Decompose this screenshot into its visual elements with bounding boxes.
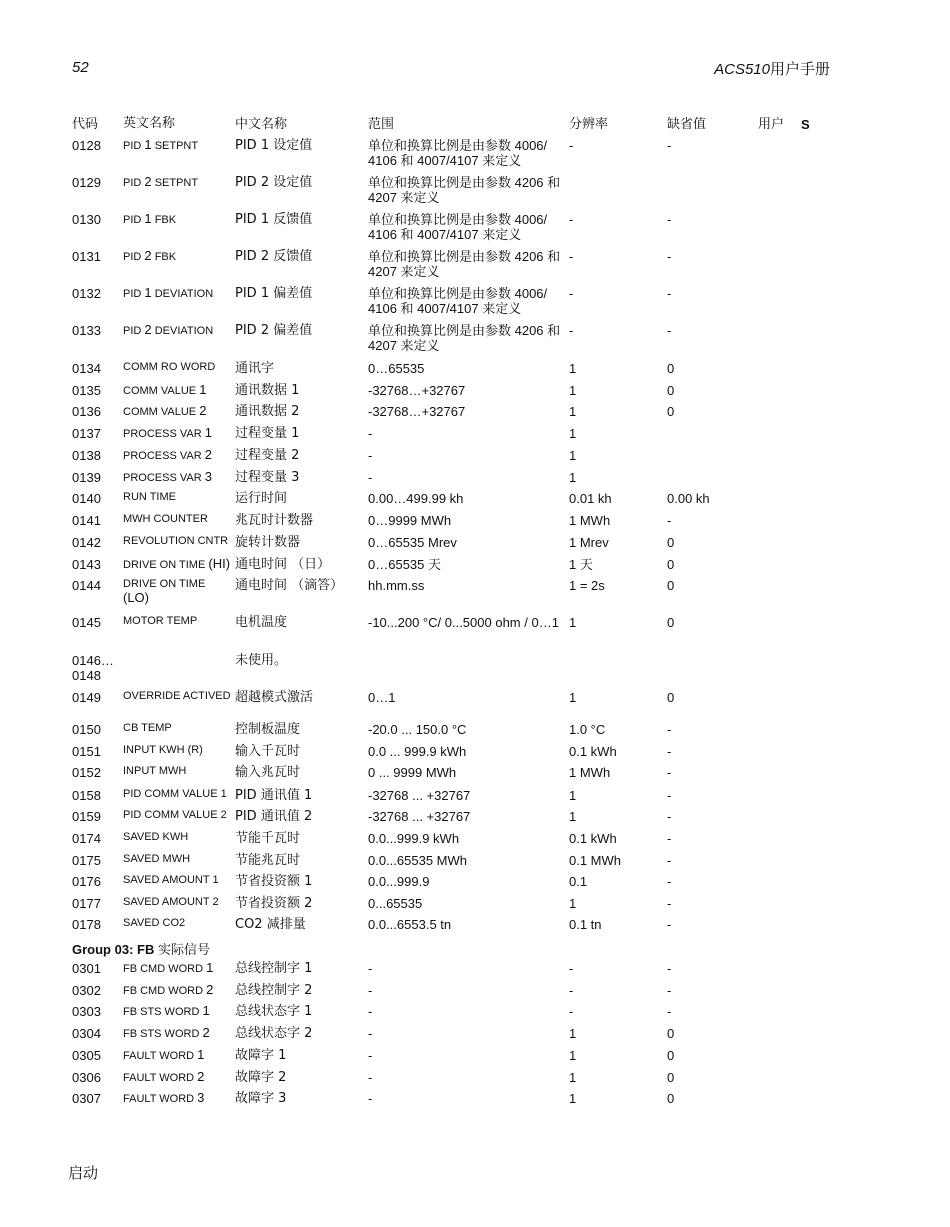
param-resolution: 0.1 <box>569 874 588 889</box>
param-en-text: FB CMD WORD <box>123 963 204 975</box>
param-en-name <box>123 249 233 264</box>
header-en-name: 英文名称 <box>123 116 176 131</box>
param-en-name <box>123 404 233 419</box>
param-code: 0134 <box>72 361 101 376</box>
param-default: 0 <box>667 1026 675 1041</box>
param-en-text: SAVED CO2 <box>123 917 186 929</box>
param-en-index: 1 <box>144 211 152 226</box>
param-cn-name: 输入兆瓦时 <box>235 765 301 780</box>
param-cn-name: PID 1 反馈值 <box>235 212 313 227</box>
param-resolution: 0.1 MWh <box>569 853 622 868</box>
header-cn-name: 中文名称 <box>235 117 288 132</box>
param-code: 0304 <box>72 1026 101 1041</box>
param-en-text: PID <box>123 325 142 337</box>
param-en-name <box>123 744 233 757</box>
param-en-name <box>123 961 233 976</box>
param-code: 0302 <box>72 983 101 998</box>
param-range: 单位和换算比例是由参数 4206 和 4207 来定义 <box>368 175 561 205</box>
param-range: -32768…+32767 <box>368 404 466 419</box>
param-en-name <box>123 491 233 504</box>
param-resolution: 1 <box>569 788 577 803</box>
param-default: 0 <box>667 1091 675 1106</box>
param-code: 0152 <box>72 765 101 780</box>
param-en-name <box>123 831 233 844</box>
param-cn-name: 旋转计数器 <box>235 535 301 550</box>
param-cn-name: 过程变量 3 <box>235 470 300 485</box>
param-code: 0176 <box>72 874 101 889</box>
param-default: - <box>667 249 672 264</box>
param-code: 0130 <box>72 212 101 227</box>
param-cn-name: PID 2 偏差值 <box>235 323 313 338</box>
param-cn-name: 节能兆瓦时 <box>235 853 301 868</box>
param-cn-name: 节省投资额 1 <box>235 874 313 889</box>
param-range: 0 ... 9999 MWh <box>368 765 457 780</box>
param-range: - <box>368 470 373 485</box>
param-resolution: 1 Mrev <box>569 535 609 550</box>
param-resolution: - <box>569 212 574 227</box>
param-cn-name: 通讯数据 2 <box>235 404 300 419</box>
param-range: 0...65535 <box>368 896 423 911</box>
param-range: 0.0...65535 MWh <box>368 853 467 868</box>
param-cn-name: 节省投资额 2 <box>235 896 313 911</box>
param-cn-name: 控制板温度 <box>235 722 301 737</box>
param-code: 0305 <box>72 1048 101 1063</box>
header-range: 范围 <box>368 117 395 132</box>
param-resolution: 1 MWh <box>569 765 611 780</box>
param-range: -32768…+32767 <box>368 383 466 398</box>
param-en-index: (LO) <box>123 590 149 605</box>
param-en-name <box>123 323 233 338</box>
param-default: - <box>667 744 672 759</box>
param-resolution: 1 <box>569 1048 577 1063</box>
param-en-name <box>123 765 233 778</box>
param-en-suffix: SETPNT <box>154 177 199 189</box>
param-range: -32768 ... +32767 <box>368 788 471 803</box>
page-number: 52 <box>72 59 89 76</box>
group-label: Group 03: FB <box>72 942 155 957</box>
param-en-suffix: FBK <box>154 251 177 263</box>
param-range: - <box>368 1004 373 1019</box>
param-code: 0142 <box>72 535 101 550</box>
param-default: - <box>667 323 672 338</box>
param-cn-name: 通讯字 <box>235 361 275 376</box>
param-en-name <box>123 1091 233 1106</box>
param-cn-name: 总线控制字 2 <box>235 983 313 998</box>
param-en-index: 1 <box>202 1003 210 1018</box>
param-en-text: SAVED AMOUNT 2 <box>123 896 219 908</box>
param-en-index: 2 <box>144 174 152 189</box>
param-cn-name: PID 2 反馈值 <box>235 249 313 264</box>
param-cn-name: PID 通讯值 2 <box>235 809 313 824</box>
param-en-index: 1 <box>199 382 207 397</box>
param-range: -20.0 ... 150.0 °C <box>368 722 467 737</box>
param-en-name <box>123 1026 233 1041</box>
param-code: 0175 <box>72 853 101 868</box>
param-en-text: REVOLUTION CNTR <box>123 535 229 547</box>
param-code: 0132 <box>72 286 101 301</box>
param-default: 0 <box>667 1048 675 1063</box>
param-default: - <box>667 765 672 780</box>
param-resolution: 1 <box>569 361 577 376</box>
param-resolution: 1 <box>569 404 577 419</box>
param-resolution: 1 <box>569 426 577 441</box>
param-range: 0.0...6553.5 tn <box>368 917 452 932</box>
param-resolution: 1 <box>569 383 577 398</box>
header-resolution: 分辨率 <box>569 117 609 132</box>
param-default: - <box>667 809 672 824</box>
param-resolution: 1 <box>569 1026 577 1041</box>
param-en-text: PID <box>123 140 142 152</box>
param-range: - <box>368 448 373 463</box>
param-en-text: COMM RO WORD <box>123 361 216 373</box>
param-code: 0301 <box>72 961 101 976</box>
param-en-text: MWH COUNTER <box>123 513 208 525</box>
param-default: - <box>667 853 672 868</box>
param-en-text: COMM VALUE <box>123 406 197 418</box>
param-en-text: COMM VALUE <box>123 385 197 397</box>
param-cn-name: 超越模式激活 <box>235 690 314 705</box>
param-default: - <box>667 212 672 227</box>
param-en-index: 2 <box>204 447 212 462</box>
param-range: 0…65535 Mrev <box>368 535 457 550</box>
param-en-name <box>123 361 233 374</box>
group-label-cn: 实际信号 <box>157 943 210 958</box>
param-code: 0158 <box>72 788 101 803</box>
param-en-text: OVERRIDE ACTIVED <box>123 690 231 702</box>
param-resolution: 1 <box>569 470 577 485</box>
param-default: - <box>667 1004 672 1019</box>
param-en-name <box>123 874 233 887</box>
param-en-name <box>123 138 233 153</box>
param-resolution: - <box>569 249 574 264</box>
param-en-index: 2 <box>144 248 152 263</box>
param-range: 0…1 <box>368 690 396 705</box>
param-default: 0 <box>667 1070 675 1085</box>
param-range: - <box>368 983 373 998</box>
param-en-text: FB STS WORD <box>123 1006 200 1018</box>
param-en-index: 2 <box>199 403 207 418</box>
param-en-text: CB TEMP <box>123 722 172 734</box>
param-en-index: 1 <box>144 137 152 152</box>
param-resolution: 1 天 <box>569 557 593 572</box>
param-resolution: 0.1 kWh <box>569 744 617 759</box>
param-default: - <box>667 513 672 528</box>
param-en-index: 1 <box>197 1047 205 1062</box>
param-resolution: - <box>569 286 574 301</box>
param-range: hh.mm.ss <box>368 578 425 593</box>
param-range: - <box>368 1026 373 1041</box>
param-en-text: PROCESS VAR <box>123 428 202 440</box>
param-en-text: SAVED KWH <box>123 831 189 843</box>
param-en-suffix: DEVIATION <box>154 288 214 300</box>
param-default: - <box>667 874 672 889</box>
header-s: S <box>801 117 810 132</box>
param-en-text: PROCESS VAR <box>123 472 202 484</box>
param-range: 0.0 ... 999.9 kWh <box>368 744 467 759</box>
param-en-text: MOTOR TEMP <box>123 615 198 627</box>
param-cn-name: 未使用。 <box>235 653 288 668</box>
param-en-name <box>123 557 233 572</box>
param-en-name <box>123 1048 233 1063</box>
param-code: 0178 <box>72 917 101 932</box>
param-default: 0.00 kh <box>667 491 710 506</box>
param-en-name <box>123 448 233 463</box>
param-cn-name: PID 2 设定值 <box>235 175 313 190</box>
param-default: 0 <box>667 404 675 419</box>
param-en-name <box>123 983 233 998</box>
param-code: 0306 <box>72 1070 101 1085</box>
param-en-name <box>123 513 233 526</box>
param-en-text: FB CMD WORD <box>123 985 204 997</box>
param-cn-name: 通讯数据 1 <box>235 383 300 398</box>
param-en-text: PID <box>123 214 142 226</box>
param-code: 0303 <box>72 1004 101 1019</box>
param-default: 0 <box>667 690 675 705</box>
param-range: 单位和换算比例是由参数 4206 和 4207 来定义 <box>368 323 561 353</box>
param-code: 0177 <box>72 896 101 911</box>
param-default: 0 <box>667 535 675 550</box>
param-range: - <box>368 961 373 976</box>
param-en-text: DRIVE ON TIME <box>123 578 206 590</box>
param-cn-name: 运行时间 <box>235 491 288 506</box>
param-code: 0146… 0148 <box>72 653 114 683</box>
param-resolution: 1.0 °C <box>569 722 606 737</box>
param-code: 0129 <box>72 175 101 190</box>
param-range: -32768 ... +32767 <box>368 809 471 824</box>
param-en-name <box>123 853 233 866</box>
param-default: - <box>667 983 672 998</box>
param-default: 0 <box>667 615 675 630</box>
param-en-index: 1 <box>206 960 214 975</box>
param-en-name <box>123 175 233 190</box>
param-en-index: 1 <box>204 425 212 440</box>
param-en-text: RUN TIME <box>123 491 176 503</box>
param-cn-name: 故障字 2 <box>235 1070 287 1085</box>
param-en-name <box>123 690 233 703</box>
param-en-text: PROCESS VAR <box>123 450 202 462</box>
param-range: 单位和换算比例是由参数 4006/ 4106 和 4007/4107 来定义 <box>368 138 548 168</box>
param-default: - <box>667 831 672 846</box>
param-en-name <box>123 535 233 548</box>
param-code: 0139 <box>72 470 101 485</box>
param-code: 0143 <box>72 557 101 572</box>
param-resolution: 0.01 kh <box>569 491 612 506</box>
param-en-index: 1 <box>144 285 152 300</box>
param-en-text: PID COMM VALUE 2 <box>123 809 227 821</box>
param-resolution: 1 = 2s <box>569 578 605 593</box>
param-en-text: SAVED MWH <box>123 853 191 865</box>
param-en-text: FB STS WORD <box>123 1028 200 1040</box>
param-cn-name: 过程变量 2 <box>235 448 300 463</box>
param-en-name <box>123 722 233 735</box>
param-code: 0149 <box>72 690 101 705</box>
param-cn-name: PID 1 设定值 <box>235 138 313 153</box>
param-en-name <box>123 788 233 801</box>
param-default: 0 <box>667 557 675 572</box>
param-resolution: - <box>569 1004 574 1019</box>
param-en-text: FAULT WORD <box>123 1050 195 1062</box>
param-en-name <box>123 896 233 909</box>
param-code: 0133 <box>72 323 101 338</box>
param-en-name <box>123 286 233 301</box>
manual-model: ACS510 <box>714 61 770 78</box>
param-en-index: 2 <box>197 1069 205 1084</box>
param-default: - <box>667 917 672 932</box>
param-en-text: FAULT WORD <box>123 1093 195 1105</box>
param-default: - <box>667 961 672 976</box>
param-range: -10...200 °C/ 0...5000 ohm / 0…1 <box>368 615 559 630</box>
param-code: 0136 <box>72 404 101 419</box>
param-en-name <box>123 470 233 485</box>
param-range: 单位和换算比例是由参数 4006/ 4106 和 4007/4107 来定义 <box>368 286 548 316</box>
param-cn-name: 总线状态字 2 <box>235 1026 313 1041</box>
param-default: - <box>667 788 672 803</box>
param-en-name <box>123 1070 233 1085</box>
param-en-index: 3 <box>204 469 212 484</box>
footer-section: 启动 <box>68 1164 99 1182</box>
param-en-text: PID <box>123 288 142 300</box>
param-en-index: 3 <box>197 1090 205 1105</box>
param-en-index: 2 <box>202 1025 210 1040</box>
param-code: 0151 <box>72 744 101 759</box>
param-cn-name: 输入千瓦时 <box>235 744 301 759</box>
param-code: 0144 <box>72 578 101 593</box>
param-default: - <box>667 722 672 737</box>
param-default: - <box>667 138 672 153</box>
param-cn-name: 故障字 3 <box>235 1091 287 1106</box>
param-code: 0137 <box>72 426 101 441</box>
param-range: - <box>368 426 373 441</box>
param-cn-name: 故障字 1 <box>235 1048 287 1063</box>
param-cn-name: PID 通讯值 1 <box>235 788 313 803</box>
manual-title <box>714 58 830 79</box>
param-range: 0…65535 <box>368 361 425 376</box>
header-code: 代码 <box>72 117 99 132</box>
param-en-index: (HI) <box>208 556 231 571</box>
param-default: - <box>667 286 672 301</box>
param-cn-name: 总线状态字 1 <box>235 1004 313 1019</box>
param-code: 0307 <box>72 1091 101 1106</box>
param-en-name <box>123 578 233 606</box>
param-cn-name: 通电时间 （日） <box>235 557 331 572</box>
param-en-index: 2 <box>144 322 152 337</box>
param-code: 0141 <box>72 513 101 528</box>
param-resolution: 1 <box>569 896 577 911</box>
param-resolution: 1 <box>569 448 577 463</box>
header-default: 缺省值 <box>667 117 707 132</box>
param-default: 0 <box>667 383 675 398</box>
param-en-name <box>123 809 233 822</box>
param-en-text: SAVED AMOUNT 1 <box>123 874 219 886</box>
param-code: 0174 <box>72 831 101 846</box>
param-en-index: 2 <box>206 982 214 997</box>
manual-title-cn: 用户手册 <box>769 60 830 78</box>
param-range: 0…65535 天 <box>368 557 441 572</box>
param-en-name <box>123 426 233 441</box>
param-cn-name: 兆瓦时计数器 <box>235 513 314 528</box>
param-range: 单位和换算比例是由参数 4206 和 4207 来定义 <box>368 249 561 279</box>
param-resolution: 0.1 tn <box>569 917 602 932</box>
param-en-text: PID <box>123 177 142 189</box>
param-resolution: 1 <box>569 1070 577 1085</box>
param-range: 0.0...999.9 kWh <box>368 831 460 846</box>
param-resolution: - <box>569 323 574 338</box>
param-en-suffix: FBK <box>154 214 177 226</box>
param-code: 0131 <box>72 249 101 264</box>
param-en-text: PID <box>123 251 142 263</box>
param-resolution: 1 <box>569 690 577 705</box>
param-en-suffix: SETPNT <box>154 140 199 152</box>
param-default: 0 <box>667 578 675 593</box>
param-en-suffix: DEVIATION <box>154 325 214 337</box>
param-resolution: 1 <box>569 809 577 824</box>
param-code: 0150 <box>72 722 101 737</box>
param-range: - <box>368 1048 373 1063</box>
param-code: 0138 <box>72 448 101 463</box>
param-range: 0.0...999.9 <box>368 874 430 889</box>
group-heading <box>72 939 210 958</box>
param-resolution: - <box>569 138 574 153</box>
param-default: - <box>667 896 672 911</box>
param-cn-name: 节能千瓦时 <box>235 831 301 846</box>
param-cn-name: 通电时间 （滴答） <box>235 578 344 593</box>
param-cn-name: 总线控制字 1 <box>235 961 313 976</box>
param-code: 0159 <box>72 809 101 824</box>
param-resolution: 1 MWh <box>569 513 611 528</box>
param-code: 0145 <box>72 615 101 630</box>
param-en-name <box>123 917 233 930</box>
param-range: 0.00…499.99 kh <box>368 491 464 506</box>
param-en-text: FAULT WORD <box>123 1072 195 1084</box>
param-range: 单位和换算比例是由参数 4006/ 4106 和 4007/4107 来定义 <box>368 212 548 242</box>
param-resolution: 1 <box>569 615 577 630</box>
header-user: 用户 <box>758 117 785 132</box>
param-range: - <box>368 1070 373 1085</box>
param-resolution: - <box>569 983 574 998</box>
param-en-text: DRIVE ON TIME <box>123 559 206 571</box>
param-en-name <box>123 1004 233 1019</box>
param-en-text: PID COMM VALUE 1 <box>123 788 227 800</box>
param-cn-name: 过程变量 1 <box>235 426 300 441</box>
param-cn-name: 电机温度 <box>235 615 288 630</box>
param-range: 0…9999 MWh <box>368 513 452 528</box>
param-code: 0128 <box>72 138 101 153</box>
param-range: - <box>368 1091 373 1106</box>
param-code: 0140 <box>72 491 101 506</box>
param-en-name <box>123 212 233 227</box>
param-cn-name: CO2 减排量 <box>235 917 306 932</box>
param-resolution: 1 <box>569 1091 577 1106</box>
param-en-text: INPUT KWH (R) <box>123 744 203 756</box>
param-en-name <box>123 615 233 628</box>
param-default: 0 <box>667 361 675 376</box>
param-en-text: INPUT MWH <box>123 765 187 777</box>
param-code: 0135 <box>72 383 101 398</box>
param-resolution: - <box>569 961 574 976</box>
param-en-name <box>123 383 233 398</box>
param-cn-name: PID 1 偏差值 <box>235 286 313 301</box>
param-resolution: 0.1 kWh <box>569 831 617 846</box>
